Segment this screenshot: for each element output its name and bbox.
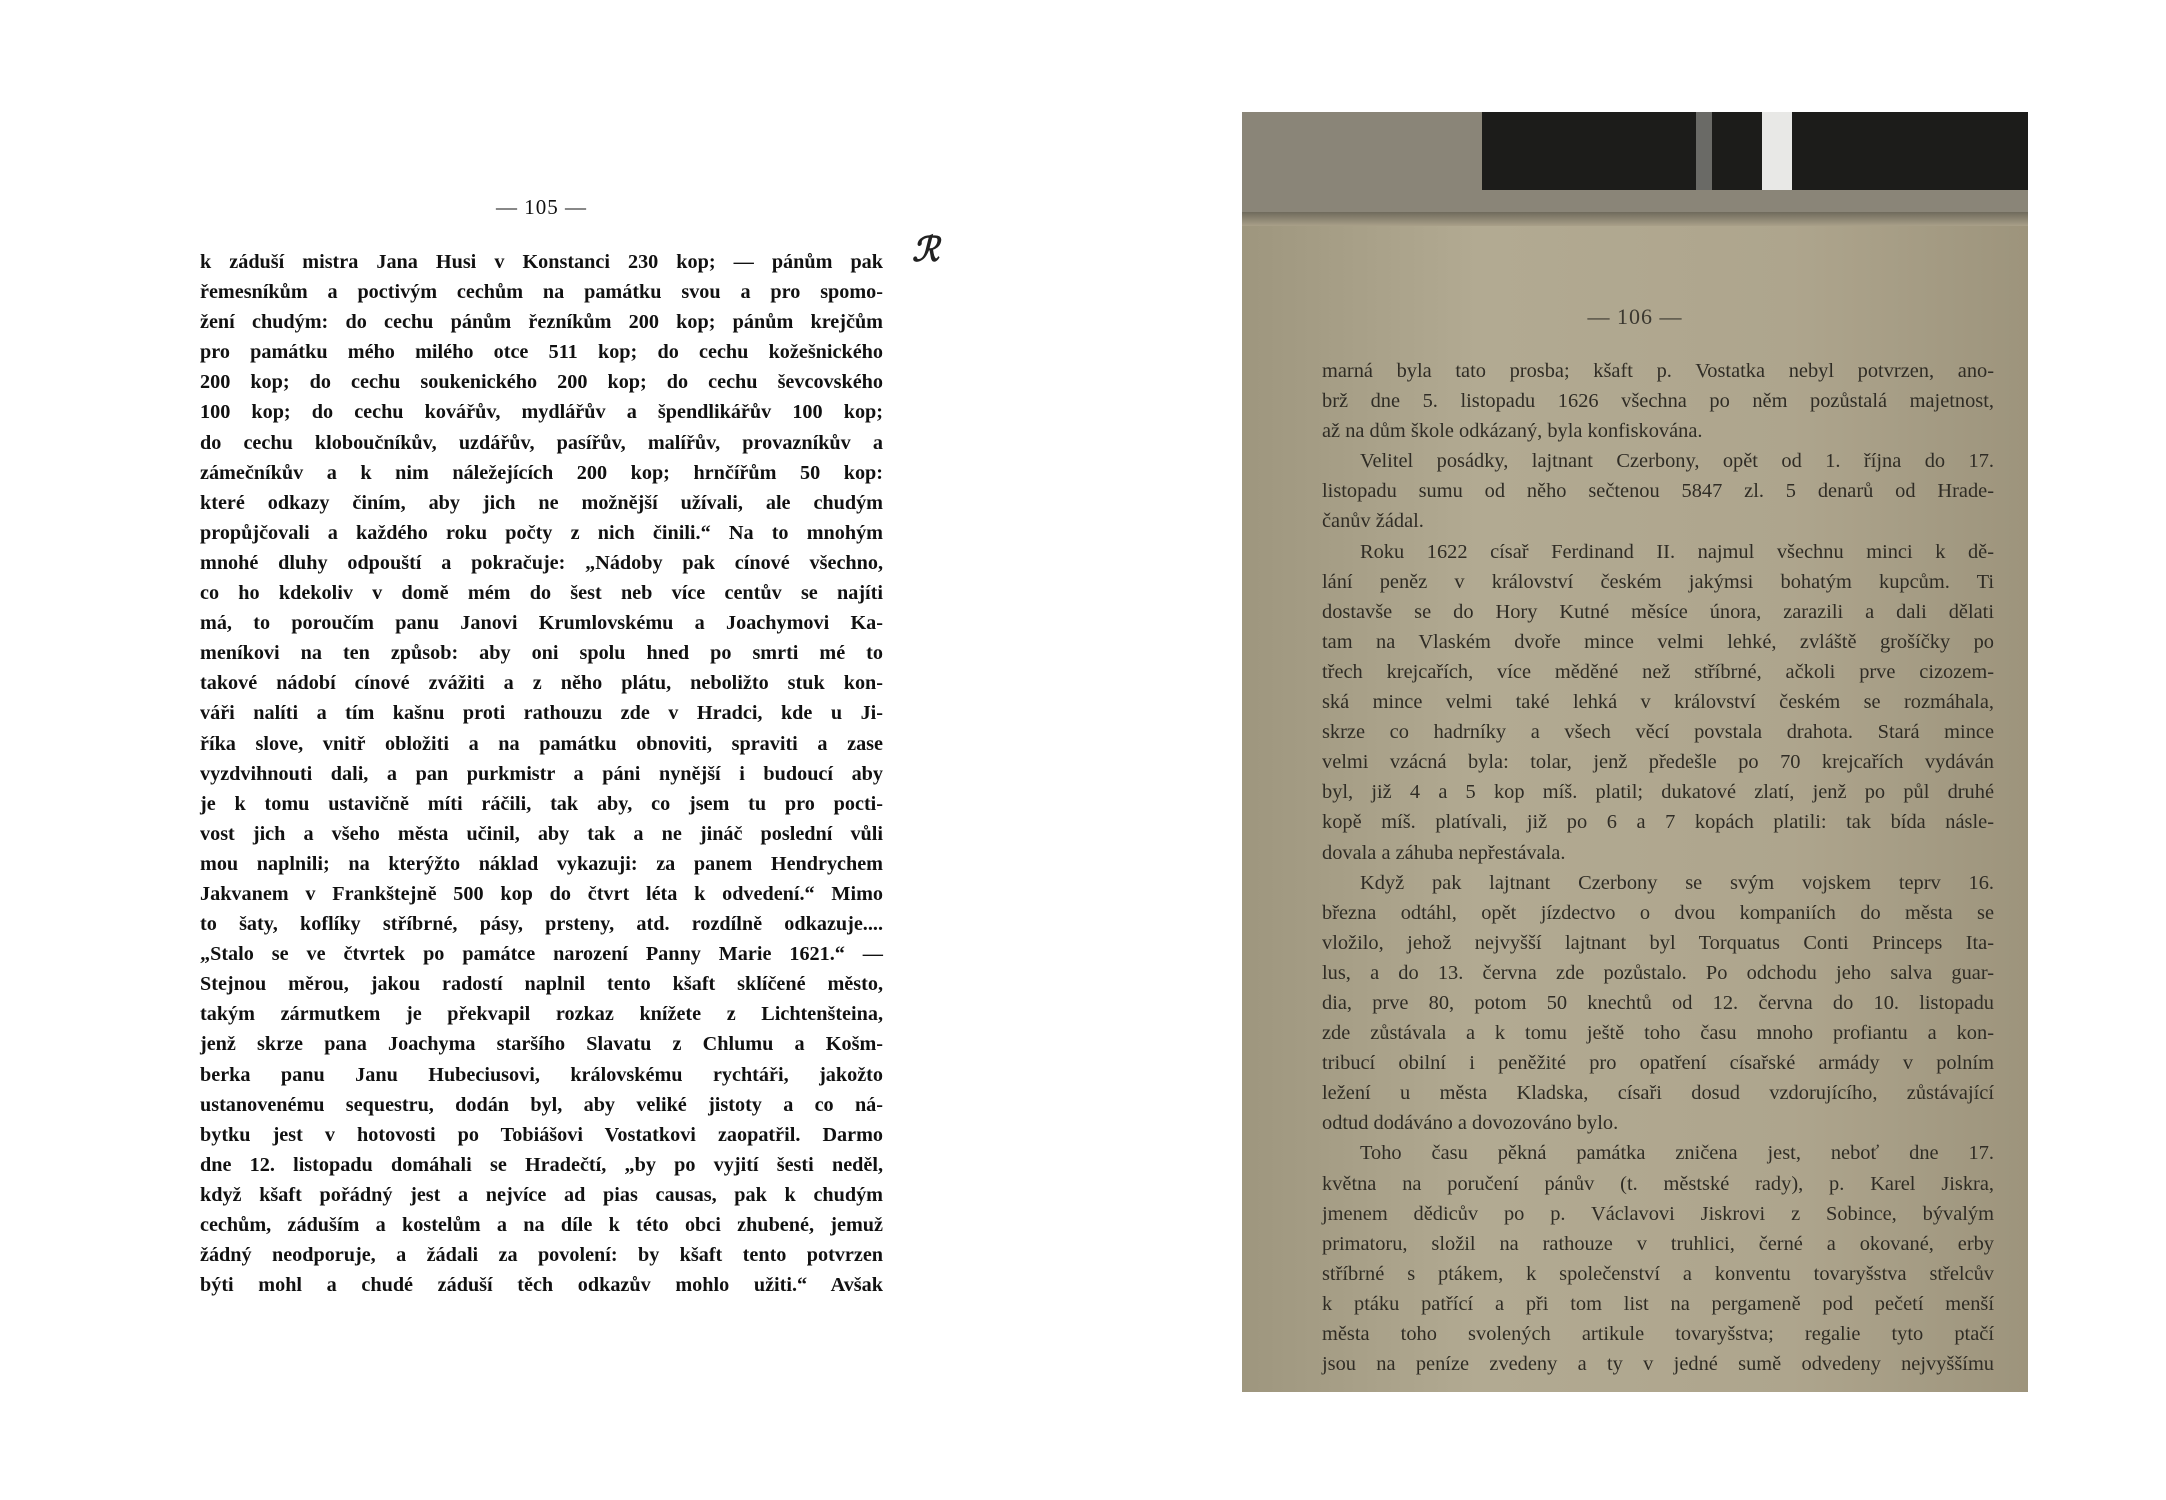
text-line: propůjčovali a každého roku počty z nich činili.“ Na to mnohým	[200, 521, 883, 544]
scan-grey-strip	[1696, 112, 1712, 190]
text-line: žádný neodporuje, a žádali za povolení: by kšaft tento potvrzen	[200, 1244, 883, 1267]
text-line: jsou na peníze zvedeny a ty v jedné sumě odvedeny nejvyššímu	[1322, 1353, 1994, 1376]
text-line: co ho kdekoliv v domě mém do šest neb více centův se najíti	[200, 582, 883, 605]
text-line: má, to poroučím panu Janovi Krumlovskému a Joachymovi Ka-	[200, 612, 883, 635]
text-line: říka slove, vnitř obložiti a na památku obnoviti, spraviti a zase	[200, 732, 883, 755]
right-page-text	[1322, 356, 1994, 1379]
text-line: berka panu Janu Hubeciusovi, královskému rychtáři, jakožto	[200, 1063, 883, 1086]
text-line: stříbrné s ptákem, k společenství a konventu tovaryšstva střelcův	[1322, 1262, 1994, 1285]
text-line: k ptáku patřící a při tom list na pergameně pod pečetí menší	[1322, 1292, 1994, 1315]
text-line: zámečníkův a k nim náležejících 200 kop; hrnčířům 50 kop:	[200, 461, 883, 484]
text-line: Když pak lajtnant Czerbony se svým vojskem teprv 16.	[1360, 871, 1994, 894]
text-line: ská mince velmi také lehká v království českém se rozmáhala,	[1322, 691, 1994, 714]
text-line: čanův žádal.	[1322, 510, 1424, 533]
text-line: 100 kop; do cechu kovářův, mydlářův a špendlikářův 100 kop;	[200, 401, 883, 424]
text-line: ležení u města Kladska, císaři dosud vzdorujícího, zůstávající	[1322, 1082, 1994, 1105]
text-line: třech krejcařích, více měděné než stříbrné, ačkoli prve cizozem-	[1322, 660, 1994, 683]
text-line: mnohé dluhy odpouští a pokračuje: „Nádoby pak cínové všechno,	[200, 551, 883, 574]
text-line: ustanovenému sequestru, dodán byl, aby veliké jistoty a co ná-	[200, 1093, 883, 1116]
text-line: května na poručení pánův (t. městské rady), p. Karel Jiskra,	[1322, 1172, 1994, 1195]
text-line: žení chudým: do cechu pánům řezníkům 200 kop; pánům krejčům	[200, 311, 883, 334]
text-line: března odtáhl, opět jízdectvo o dvou kompaniích do města se	[1322, 901, 1994, 924]
text-line: to šaty, koflíky stříbrné, pásy, prsteny, atd. rozdílně odkazuje....	[200, 913, 883, 936]
text-line: kopě míš. platívali, již po 6 a 7 kopách platili: tak bída násle-	[1322, 811, 1994, 834]
text-line: takým zármutkem je překvapil rozkaz knížete z Lichtenšteina,	[200, 1003, 883, 1026]
text-line: které odkazy činím, aby jich ne možnější užívali, ale chudým	[200, 491, 883, 514]
text-line: odtud dodáváno a dovozováno bylo.	[1322, 1112, 1619, 1135]
text-line: do cechu kloboučníkův, uzdářův, pasířův, malířův, provazníkův a	[200, 431, 883, 454]
text-line: dostavše se do Hory Kutné měsíce února, zarazili a dali dělati	[1322, 600, 1994, 623]
text-line: dovala a záhuba nepřestávala.	[1322, 841, 1566, 864]
text-line: k záduší mistra Jana Husi v Konstanci 230 kop; — pánům pak	[200, 251, 883, 273]
text-line: býti mohl a chudé záduší těch odkazův mohlo užiti.“ Avšak	[200, 1274, 883, 1297]
text-line: listopadu sumu od něho sečtenou 5847 zl. 5 denarů od Hrade-	[1322, 480, 1994, 503]
text-line: jenž skrze pana Joachyma staršího Slavatu z Chlumu a Košm-	[200, 1033, 883, 1056]
text-line: tam na Vlaském dvoře mince velmi lehké, zvláště grošíčky po	[1322, 630, 1994, 653]
text-line: je k tomu ustavičně míti ráčili, tak aby, co jsem tu pro pocti-	[200, 792, 883, 815]
text-line: byl, již 4 a 5 kop míš. platil; dukatové zlatí, jenž po půl druhé	[1322, 781, 1994, 804]
text-line: velmi vzácná byla: tolar, jenž předešle po 70 krejcařích vydáván	[1322, 751, 1994, 774]
text-line: skrze co hadrníky a všech věcí povstala drahota. Stará mince	[1322, 721, 1994, 744]
text-line: bytku jest v hotovosti po Tobiášovi Vostatkovi zaopatřil. Darmo	[200, 1123, 883, 1146]
handwritten-margin-mark: ℛ	[912, 230, 940, 270]
text-line: řemesníkům a poctivým cechům na památku svou a pro spomo-	[200, 281, 883, 304]
scan-page-edge	[1242, 212, 2028, 226]
text-line: Stejnou měrou, jakou radostí naplnil tento kšaft sklíčené město,	[200, 973, 883, 996]
text-line: lus, a do 13. června zde pozůstalo. Po odchodu jeho salva guar-	[1322, 961, 1994, 984]
text-line: „Stalo se ve čtvrtek po památce narození Panny Marie 1621.“ —	[200, 943, 883, 966]
right-page-scan	[1242, 112, 2028, 1392]
text-line: vložilo, jehož nejvyšší lajtnant byl Torquatus Conti Princeps Ita-	[1322, 931, 1994, 954]
text-line: takové nádobí cínové zvážiti a z něho plátu, neboližto stuk kon-	[200, 672, 883, 695]
text-line: Jakvanem v Frankštejně 500 kop do čtvrt léta k odvedení.“ Mimo	[200, 882, 883, 905]
text-line: marná byla tato prosba; kšaft p. Vostatka nebyl potvrzen, ano-	[1322, 360, 1994, 382]
page-number-left: — 105 —	[496, 195, 587, 219]
text-line: když kšaft pořádný jest a nejvíce ad pias causas, pak k chudým	[200, 1183, 883, 1206]
text-line: jmenem dědicův po p. Václavovi Jiskrovi z Sobince, bývalým	[1322, 1202, 1994, 1225]
text-line: Roku 1622 císař Ferdinand II. najmul všechnu minci k dě-	[1360, 540, 1994, 563]
text-line: pro památku mého milého otce 511 kop; do cechu kožešnického	[200, 341, 883, 364]
scan-dark-bar	[1482, 112, 2028, 190]
left-page-text	[200, 247, 883, 1300]
text-line: cechům, záduším a kostelům a na díle k této obci zhubené, jemuž	[200, 1214, 883, 1236]
text-line: váři nalíti a tím kašnu proti rathouzu zde v Hradci, kde u Ji-	[200, 702, 883, 725]
text-line: meníkovi na ten způsob: aby oni spolu hned po smrti mé to	[200, 642, 883, 665]
text-line: vyzdvihnouti dali, a pan purkmistr a páni nynější i budoucí aby	[200, 762, 883, 785]
text-line: mou naplnili; na kterýžto náklad vykazuji: za panem Hendrychem	[200, 852, 883, 875]
text-line: lání peněz v království českém jakýmsi bohatým kupcům. Ti	[1322, 570, 1994, 593]
text-line: 200 kop; do cechu soukenického 200 kop; do cechu ševcovského	[200, 371, 883, 394]
text-line: dia, prve 80, potom 50 knechtů od 12. června do 10. listopadu	[1322, 991, 1994, 1014]
text-line: města toho svolených artikule tovaryšstva; regalie tyto ptačí	[1322, 1323, 1994, 1345]
text-line: Velitel posádky, lajtnant Czerbony, opět od 1. října do 17.	[1360, 450, 1994, 473]
text-line: až na dům škole odkázaný, byla konfiskována.	[1322, 420, 1703, 443]
text-line: dne 12. listopadu domáhali se Hradečtí, „by po vyjití šesti neděl,	[200, 1153, 883, 1176]
page-number-right: — 106 —	[1587, 304, 1683, 329]
text-line: vost jich a všeho města učinil, aby tak a ne jináč poslední vůli	[200, 822, 883, 845]
text-line: Toho času pěkná památka zničena jest, neboť dne 17.	[1360, 1142, 1994, 1165]
text-line: brž dne 5. listopadu 1626 všechna po něm pozůstalá majetnost,	[1322, 390, 1994, 413]
text-line: tribucí obilní i peněžité pro opatření císařské armády v polním	[1322, 1052, 1994, 1075]
text-line: zde zůstávala a k tomu ještě toho času mnoho profiantu a kon-	[1322, 1022, 1994, 1045]
text-line: primatoru, složil na rathouze v truhlici, černé a okované, erby	[1322, 1232, 1994, 1255]
scan-white-strip	[1762, 112, 1792, 190]
